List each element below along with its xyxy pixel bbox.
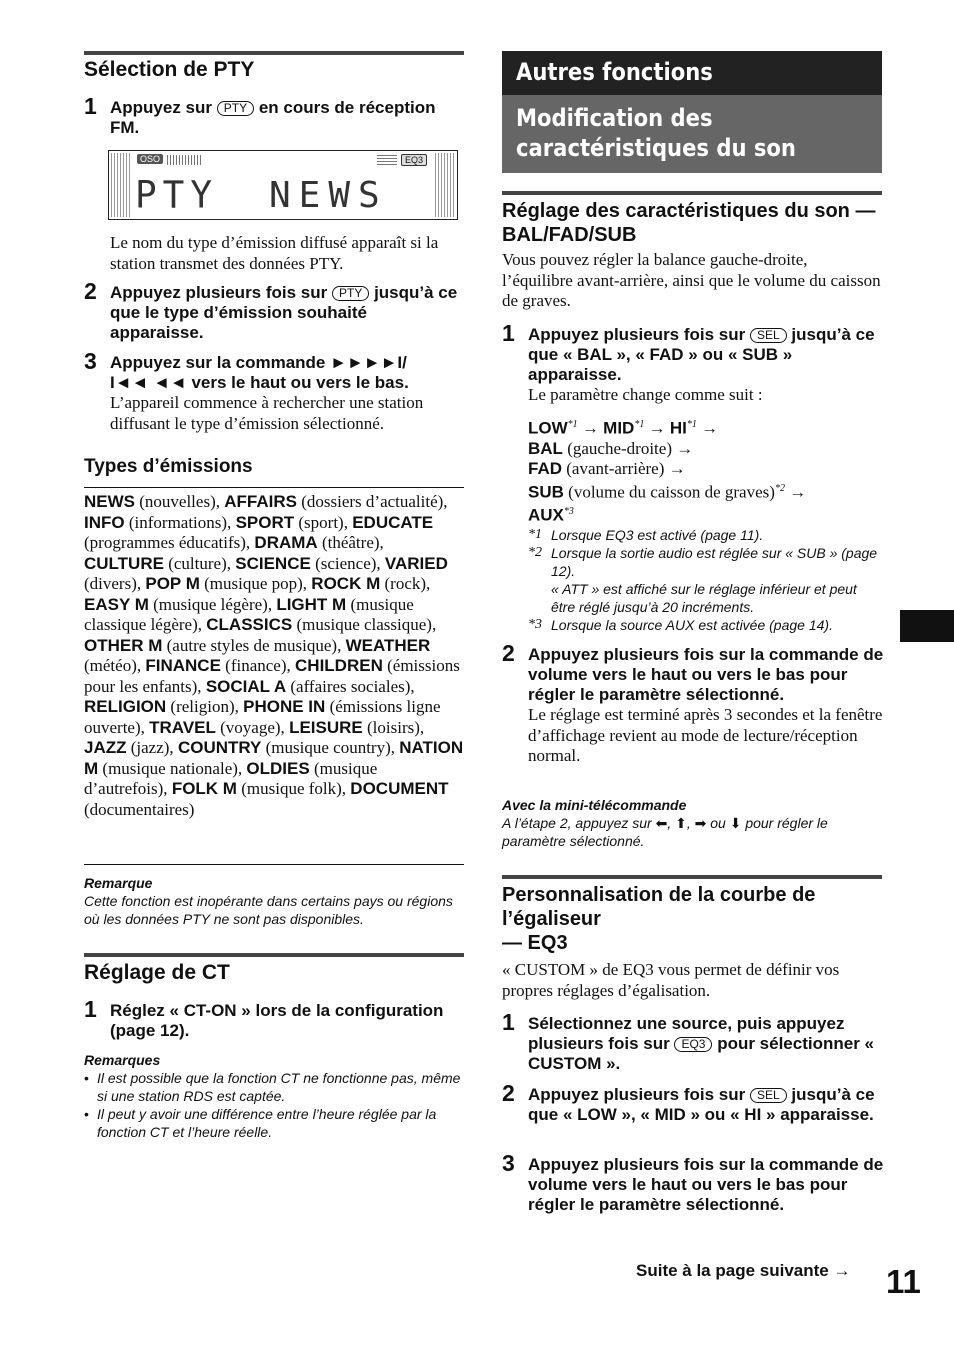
lcd-source-indicator: OSO (137, 154, 163, 164)
pty-step-1 (84, 93, 464, 138)
footnote-text: Lorsque la source AUX est activée (page 14). (551, 617, 833, 633)
lcd-edge (435, 153, 455, 217)
step-number: 2 (502, 640, 515, 666)
arrow-icon: → (701, 418, 719, 438)
program-type-desc: (affaires sociales), (286, 676, 415, 696)
program-type-code: CHILDREN (295, 656, 383, 675)
notes-list (84, 1069, 464, 1141)
program-type-code: EASY M (84, 594, 149, 614)
step-text: Appuyez plusieurs fois sur (528, 1085, 746, 1104)
eq3-step-1 (502, 1009, 888, 1074)
program-type-code: NEWS (84, 492, 135, 511)
program-type-desc: (religion), (166, 697, 244, 716)
program-type-code: DRAMA (254, 533, 318, 552)
program-type-desc: (émissions ligne ouverte), (84, 697, 441, 737)
footnote-mark (528, 580, 551, 616)
program-type-desc: (autre styles de musique), (162, 635, 346, 655)
lcd-display (108, 150, 458, 220)
footnotes (528, 526, 882, 634)
pty-step-3 (84, 348, 464, 434)
param-desc: (gauche-droite) (567, 438, 672, 458)
program-type-code: FOLK M (171, 779, 237, 798)
program-type-code: DOCUMENT (350, 779, 449, 798)
footnote (528, 616, 882, 634)
program-type-desc: (musique classique), (292, 615, 437, 634)
step-number: 1 (84, 996, 97, 1022)
step-text: jusqu’à ce que « LOW », « MID » ou « HI » apparaisse. (528, 1085, 875, 1124)
step-number: 3 (84, 348, 97, 374)
program-type-desc: (finance), (220, 656, 296, 675)
program-type-desc: (musique country), (261, 738, 400, 757)
step-text: Réglez « CT-ON » lors de la configuration (page 12). (110, 1001, 444, 1040)
section-title-ct: Réglage de CT (84, 961, 230, 984)
separator: , (686, 815, 691, 831)
footnote-ref: *1 (634, 419, 645, 430)
program-type-code: PHONE IN (243, 697, 326, 716)
arrow-icon: → (676, 438, 694, 458)
arrow-right-icon: → (833, 1261, 851, 1280)
step-text: en cours de réception FM. (110, 98, 436, 137)
program-type-code: WEATHER (345, 635, 431, 655)
arrow-right-icon: ➡ (694, 815, 707, 831)
program-type-code: VARIED (384, 553, 448, 573)
lcd-edge (111, 153, 131, 217)
program-type-code: FINANCE (145, 656, 221, 675)
section-title-pty: Sélection de PTY (84, 58, 255, 81)
program-type-desc: (musique nationale), (98, 758, 247, 778)
footnote-text: Lorsque EQ3 est activé (page 11). (551, 527, 764, 543)
param-sub: SUB (528, 482, 564, 502)
section-divider (502, 191, 882, 195)
program-type-code: OLDIES (246, 758, 310, 778)
section-banner-title: Modification des caractéristiques du son (516, 104, 796, 162)
program-type-code: AFFAIRS (224, 492, 297, 511)
remote-text (502, 814, 882, 850)
program-type-code: NATION M (84, 738, 464, 778)
display-description: Le nom du type d’émission diffusé apparaît si la station transmet des données PTY. (110, 233, 439, 273)
program-type-desc: (loisirs), (362, 717, 425, 737)
program-type-code: ROCK M (311, 574, 381, 593)
footnote-mark: *2 (528, 545, 542, 560)
arrow-icon: → (648, 418, 666, 438)
program-type-code: POP M (145, 574, 200, 593)
param-desc: (avant-arrière) (566, 458, 665, 478)
program-type-desc: (documentaires) (84, 799, 195, 819)
step-text: Appuyez plusieurs fois sur (528, 325, 746, 344)
footnote-ref: *3 (563, 506, 574, 518)
lcd-level-meter (167, 155, 203, 165)
arrow-icon: → (789, 482, 807, 502)
param-intro: Le paramètre change comme suit : (528, 385, 763, 404)
remote-text-pre: A l’étape 2, appuyez sur (502, 815, 652, 831)
lcd-eq-icon (377, 155, 397, 165)
parameter-sequence (528, 415, 882, 526)
chapter-title: Autres fonctions (516, 58, 713, 86)
section-title-types: Types d’émissions (84, 456, 253, 477)
intro-text: « CUSTOM » de EQ3 vous permet de définir vos propres réglages d’égalisation. (502, 960, 840, 1000)
chapter-banner (502, 51, 882, 95)
program-type-code: SCIENCE (235, 553, 311, 573)
lcd-eq3-indicator: EQ3 (401, 154, 427, 166)
step-text: I◄◄ ◄◄ vers le haut ou vers le bas. (110, 373, 409, 392)
arrow-icon: → (581, 418, 599, 438)
program-type-desc: (rock), (380, 574, 431, 593)
bal-step-1 (502, 320, 888, 406)
remote-title: Avec la mini-télécommande (502, 797, 687, 813)
footnote-mark: *1 (528, 527, 542, 542)
ct-step-1 (84, 996, 464, 1041)
note-text: Il est possible que la fonction CT ne fonctionne pas, même si une station RDS est captée. (97, 1070, 461, 1104)
step-text: Sélectionnez une source, puis appuyez plusieurs fois sur (528, 1014, 845, 1053)
notes-title: Remarques (84, 1052, 161, 1068)
program-type-desc: (musique pop), (199, 574, 312, 593)
footnote (528, 580, 882, 616)
step-text: jusqu’à ce que « BAL », « FAD » ou « SUB » apparaisse. (528, 325, 875, 384)
section-banner (502, 95, 882, 173)
remote-text-post: pour régler le paramètre sélectionné. (502, 815, 828, 849)
pty-key: PTY (332, 286, 369, 301)
program-type-code: LIGHT M (276, 594, 347, 614)
program-type-code: JAZZ (84, 738, 127, 757)
bullet: • (84, 1070, 89, 1086)
section-divider (84, 953, 464, 957)
section-title-text: Personnalisation de la courbe de l’égaliseur (502, 884, 816, 930)
step-number: 3 (502, 1150, 515, 1176)
continue-text: Suite à la page suivante (636, 1261, 829, 1280)
bullet: • (84, 1106, 89, 1122)
param-bal: BAL (528, 438, 563, 458)
program-type-code: SOCIAL A (205, 676, 287, 696)
pty-step-2 (84, 278, 464, 343)
arrow-left-icon: ⬅ (655, 815, 668, 831)
program-type-code: LEISURE (289, 717, 363, 737)
step-number: 1 (502, 1009, 515, 1035)
program-type-desc: (musique légère), (148, 594, 277, 614)
sel-key: SEL (750, 328, 787, 343)
section-divider (502, 875, 882, 879)
section-title-text: — EQ3 (502, 932, 568, 954)
program-type-desc: (musique folk), (236, 779, 351, 798)
param-aux: AUX (528, 505, 564, 525)
program-type-desc: (musique classique légère), (84, 594, 414, 634)
program-type-desc: (informations), (124, 512, 236, 532)
step-text: Appuyez plusieurs fois sur la commande de volume vers le haut ou vers le bas pour régler le paramètre sélectionné. (528, 645, 884, 704)
step-description: Le réglage est terminé après 3 secondes et la fenêtre d’affichage revient au mode de lecture/réception normal. (528, 705, 883, 765)
program-type-code: INFO (84, 512, 125, 532)
page-number: 11 (886, 1263, 921, 1300)
arrow-down-icon: ⬇ (729, 815, 742, 831)
lcd-text-pty: PTY (135, 173, 219, 218)
program-type-code: CULTURE (84, 553, 164, 573)
footnote-text: Lorsque la sortie audio est réglée sur « SUB » (page 12). (551, 545, 878, 579)
program-type-desc: (culture), (163, 553, 236, 573)
step-number: 1 (502, 320, 515, 346)
step-text: pour sélectionner « CUSTOM ». (528, 1034, 875, 1073)
program-type-desc: (sport), (294, 512, 353, 532)
program-type-desc: (divers), (84, 574, 146, 593)
program-type-desc: (programmes éducatifs), (84, 533, 255, 552)
step-description: L’appareil commence à rechercher une station diffusant le type d’émission sélectionné. (110, 393, 424, 433)
eq3-step-2 (502, 1080, 888, 1125)
note-item (84, 1105, 464, 1141)
footnote-mark: *3 (528, 617, 542, 632)
note-text: Il peut y avoir une différence entre l’heure réglée par la fonction CT et l’heure réelle. (97, 1106, 437, 1140)
program-types-list (84, 492, 464, 820)
sel-key: SEL (750, 1088, 787, 1103)
program-type-code: CLASSICS (206, 615, 293, 634)
param-low: LOW (528, 418, 568, 438)
program-type-desc: (météo), (84, 656, 146, 675)
remote-text-or: ou (710, 815, 726, 831)
program-type-desc: (dossiers d’actualité), (296, 492, 448, 511)
step-text: Appuyez sur la commande ►►►►I/ (110, 353, 407, 372)
eq3-key: EQ3 (674, 1037, 712, 1052)
program-type-desc: (musique d’autrefois), (84, 758, 378, 798)
program-type-code: TRAVEL (149, 717, 216, 737)
note-text: Cette fonction est inopérante dans certains pays ou régions où les données PTY ne sont pas disponibles. (84, 893, 453, 927)
step-number: 2 (502, 1080, 515, 1106)
pty-key: PTY (217, 101, 254, 116)
step-text: jusqu’à ce que le type d’émission souhaité apparaisse. (110, 283, 458, 342)
eq3-step-3 (502, 1150, 888, 1215)
step-text: Appuyez plusieurs fois sur la commande de volume vers le haut ou vers le bas pour régler le paramètre sélectionné. (528, 1155, 884, 1214)
program-type-code: COUNTRY (177, 738, 262, 757)
program-type-desc: (voyage), (215, 717, 290, 737)
param-desc: (volume du caisson de graves) (568, 482, 775, 502)
program-type-desc: (émissions pour les enfants), (84, 656, 460, 696)
program-type-code: SPORT (235, 512, 295, 532)
intro-text: Vous pouvez régler la balance gauche-droite, l’équilibre avant-arrière, ainsi que le volume du caisson de graves. (502, 250, 881, 310)
footnote-ref: *1 (567, 419, 578, 430)
program-type-code: RELIGION (84, 697, 167, 716)
footnote-text: « ATT » est affiché sur le réglage inférieur et peut être réglé jusqu’à 20 incréments. (551, 581, 857, 615)
program-type-desc: (théâtre), (317, 533, 384, 552)
lcd-text-news: NEWS (269, 175, 388, 216)
footnote-ref: *2 (774, 482, 785, 494)
arrow-up-icon: ⬆ (675, 815, 687, 831)
section-divider (84, 51, 464, 55)
step-text: Appuyez plusieurs fois sur (110, 283, 328, 302)
param-fad: FAD (528, 458, 562, 478)
note-item (84, 1069, 464, 1105)
separator: , (667, 815, 672, 831)
program-type-code: EDUCATE (352, 512, 434, 532)
bal-step-2 (502, 640, 888, 767)
section-title-bal: Réglage des caractéristiques du son — BAL/FAD/SUB (502, 200, 876, 246)
rule (84, 864, 464, 865)
footnote-ref: *1 (686, 419, 697, 430)
footnote (528, 544, 882, 580)
program-type-desc: (nouvelles), (135, 492, 225, 511)
program-type-code: OTHER M (84, 635, 163, 655)
program-type-desc: (jazz), (126, 738, 178, 757)
param-mid: MID (603, 418, 635, 438)
continue-label (636, 1261, 850, 1281)
arrow-icon: → (668, 458, 686, 478)
rule (84, 487, 464, 488)
step-number: 1 (84, 93, 97, 119)
step-number: 2 (84, 278, 97, 304)
step-text: Appuyez sur (110, 98, 213, 117)
section-title-eq3 (502, 883, 882, 955)
footnote (528, 526, 882, 544)
program-type-desc: (science), (310, 553, 385, 573)
chapter-tab (900, 610, 954, 642)
note-title: Remarque (84, 875, 153, 891)
param-hi: HI (669, 418, 687, 438)
